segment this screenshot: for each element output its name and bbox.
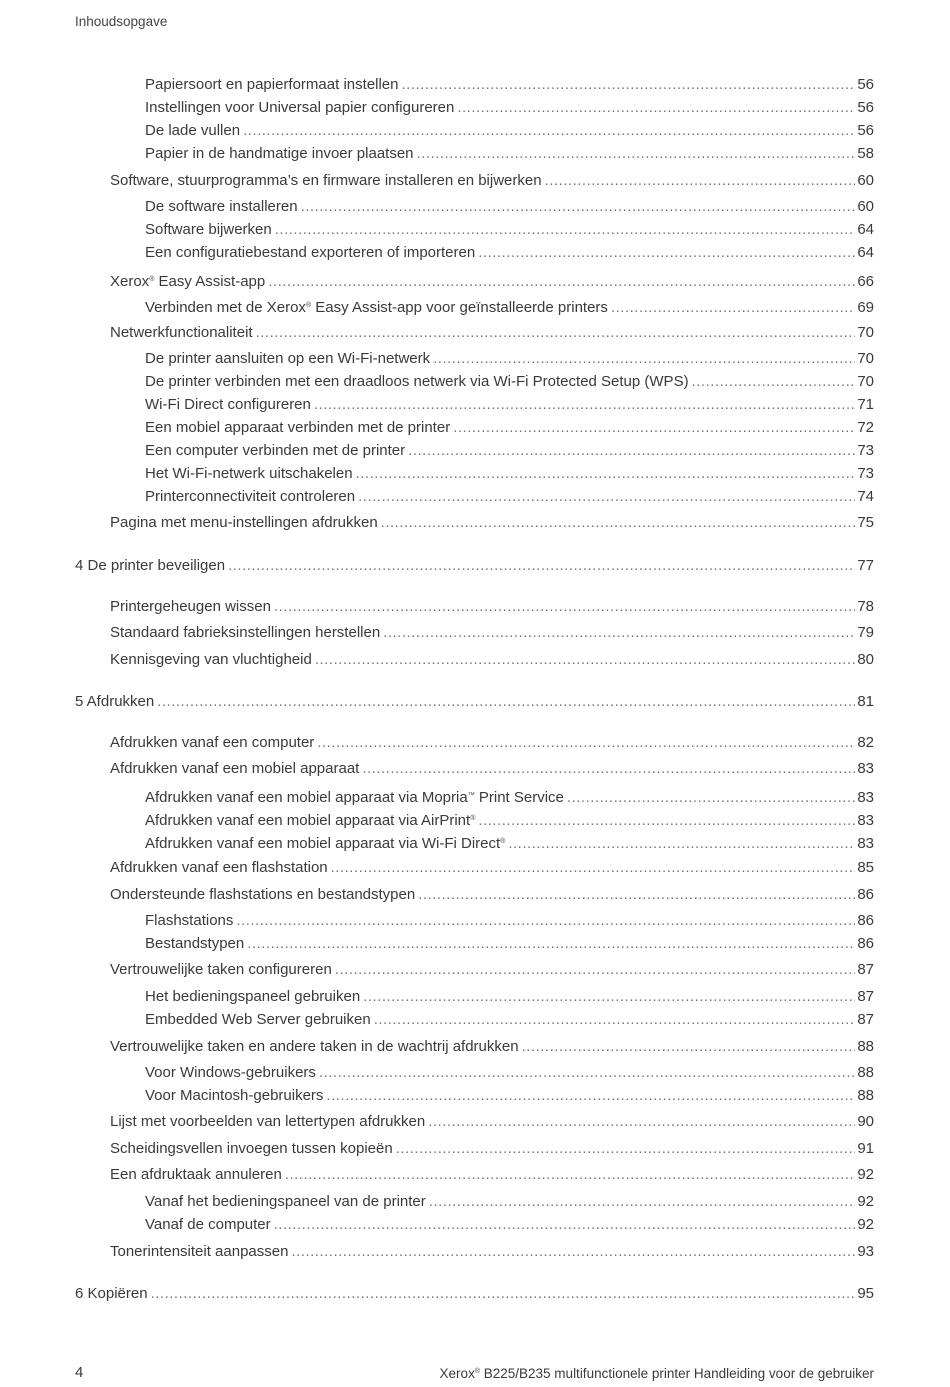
trademark-mark: ® xyxy=(470,815,476,822)
toc-dot-leader xyxy=(522,1038,856,1056)
toc-entry[interactable] xyxy=(145,396,874,414)
toc-entry-title xyxy=(145,442,408,460)
toc-entry[interactable] xyxy=(145,465,874,483)
toc-entry-page-number: 83 xyxy=(857,789,874,806)
toc-entry-title xyxy=(110,271,268,291)
trademark-mark: ® xyxy=(305,302,312,309)
toc-dot-leader xyxy=(157,693,855,711)
toc-entry[interactable] xyxy=(145,833,874,853)
toc-entry[interactable] xyxy=(145,198,874,216)
toc-entry-title xyxy=(110,1140,396,1158)
toc-entry-title-text: Vanaf het bedieningspaneel van de printer xyxy=(145,1193,426,1210)
toc-dot-leader xyxy=(317,734,855,752)
toc-dot-leader xyxy=(401,76,855,94)
toc-entry[interactable] xyxy=(110,1243,874,1261)
toc-entry-title-text: Voor Windows-gebruikers xyxy=(145,1064,316,1081)
toc-entry-title-text-continued: Easy Assist-app voor geïnstalleerde printers xyxy=(311,299,608,316)
toc-entry-title xyxy=(110,651,315,669)
toc-entry-title xyxy=(145,1193,429,1211)
toc-entry-title xyxy=(145,122,243,140)
toc-entry-title xyxy=(145,833,508,853)
toc-entry[interactable] xyxy=(110,1166,874,1184)
toc-dot-leader xyxy=(314,396,855,414)
toc-entry-title xyxy=(145,988,363,1006)
toc-entry-title xyxy=(145,198,301,216)
toc-dot-leader xyxy=(428,1113,855,1131)
toc-entry[interactable] xyxy=(110,172,874,190)
toc-entry-title-text: Pagina met menu-instellingen afdrukken xyxy=(110,514,378,531)
toc-entry-title-text: Vertrouwelijke taken en andere taken in de wachtrij afdrukken xyxy=(110,1038,519,1055)
toc-entry-page-number: 86 xyxy=(857,935,874,952)
toc-entry-title-text: Scheidingsvellen invoegen tussen kopieën xyxy=(110,1140,393,1157)
toc-entry-title-text-continued: Easy Assist-app xyxy=(154,273,266,290)
toc-entry-title-text: Afdrukken vanaf een mobiel apparaat via AirPrint xyxy=(145,812,471,829)
toc-entry-title-text: 5 Afdrukken xyxy=(75,693,155,710)
toc-entry[interactable] xyxy=(145,810,874,830)
toc-entry-title-text: Lijst met voorbeelden van lettertypen afdrukken xyxy=(110,1113,426,1130)
toc-entry-page-number: 71 xyxy=(857,396,874,413)
toc-entry[interactable] xyxy=(145,935,874,953)
toc-entry-title xyxy=(145,935,247,953)
running-header: Inhoudsopgave xyxy=(75,14,168,29)
toc-entry[interactable] xyxy=(110,598,874,616)
toc-dot-leader xyxy=(381,514,856,532)
toc-entry[interactable] xyxy=(110,734,874,752)
toc-entry-title xyxy=(110,172,545,190)
toc-dot-leader xyxy=(396,1140,856,1158)
toc-entry-page-number: 86 xyxy=(857,912,874,929)
toc-dot-leader xyxy=(478,812,855,830)
toc-entry-page-number: 72 xyxy=(857,419,874,436)
toc-dot-leader xyxy=(457,99,855,117)
toc-entry-page-number: 88 xyxy=(857,1087,874,1104)
toc-entry-page-number: 93 xyxy=(857,1243,874,1260)
toc-dot-leader xyxy=(274,598,855,616)
toc-entry-page-number: 70 xyxy=(857,350,874,367)
toc-entry-title-text: Embedded Web Server gebruiken xyxy=(145,1011,371,1028)
toc-entry-page-number: 87 xyxy=(857,1011,874,1028)
toc-entry-page-number: 70 xyxy=(857,324,874,341)
toc-dot-leader xyxy=(362,760,855,778)
toc-entry-page-number: 81 xyxy=(857,693,874,710)
toc-dot-leader xyxy=(417,145,856,163)
toc-entry-title xyxy=(110,1166,285,1184)
toc-entry[interactable] xyxy=(145,419,874,437)
toc-entry-page-number: 56 xyxy=(857,76,874,93)
footer-document-title xyxy=(440,1366,874,1381)
toc-entry-title xyxy=(110,886,418,904)
toc-dot-leader xyxy=(478,244,855,262)
toc-entry-title xyxy=(145,1011,374,1029)
toc-entry-title-text: Voor Macintosh-gebruikers xyxy=(145,1087,324,1104)
toc-entry[interactable] xyxy=(145,1064,874,1082)
toc-entry-title xyxy=(145,1087,326,1105)
toc-entry-page-number: 83 xyxy=(857,760,874,777)
toc-entry[interactable] xyxy=(145,297,874,317)
toc-entry-title xyxy=(145,221,275,239)
toc-entry[interactable] xyxy=(145,76,874,94)
toc-entry-page-number: 82 xyxy=(857,734,874,751)
toc-entry-title-text: Printerconnectiviteit controleren xyxy=(145,488,356,505)
toc-entry-title xyxy=(145,396,314,414)
toc-dot-leader xyxy=(429,1193,856,1211)
toc-entry[interactable] xyxy=(145,787,874,807)
toc-entry-title xyxy=(145,810,478,830)
toc-entry-page-number: 66 xyxy=(857,273,874,290)
toc-entry-title-text: Bestandstypen xyxy=(145,935,245,952)
toc-entry-page-number: 73 xyxy=(857,442,874,459)
toc-entry-page-number: 69 xyxy=(857,299,874,316)
toc-dot-leader xyxy=(326,1087,855,1105)
toc-entry-title xyxy=(145,912,236,930)
toc-entry-title xyxy=(110,1113,428,1131)
toc-entry-page-number: 92 xyxy=(857,1193,874,1210)
toc-dot-leader xyxy=(256,324,856,342)
toc-entry-title-text: Het bedieningspaneel gebruiken xyxy=(145,988,361,1005)
toc-entry-page-number: 88 xyxy=(857,1064,874,1081)
toc-entry-title-text: Printergeheugen wissen xyxy=(110,598,271,615)
toc-dot-leader xyxy=(275,221,856,239)
toc-entry[interactable] xyxy=(145,1087,874,1105)
toc-entry[interactable] xyxy=(110,324,874,342)
toc-entry-title-text: Tonerintensiteit aanpassen xyxy=(110,1243,289,1260)
toc-entry[interactable] xyxy=(145,122,874,140)
toc-entry-title-text: De software installeren xyxy=(145,198,298,215)
toc-entry[interactable] xyxy=(145,912,874,930)
toc-entry-title-text: De printer verbinden met een draadloos netwerk via Wi-Fi Protected Setup (WPS) xyxy=(145,373,689,390)
toc-entry-title xyxy=(145,350,433,368)
toc-entry-title xyxy=(145,488,358,506)
toc-entry-title-text: Verbinden met de Xerox xyxy=(145,299,306,316)
toc-entry[interactable] xyxy=(145,1193,874,1211)
toc-entry[interactable] xyxy=(110,859,874,877)
toc-entry-title xyxy=(145,297,611,317)
toc-entry-page-number: 58 xyxy=(857,145,874,162)
toc-entry-page-number: 73 xyxy=(857,465,874,482)
toc-entry-title-text: Kennisgeving van vluchtigheid xyxy=(110,651,312,668)
trademark-mark: ® xyxy=(149,276,155,283)
toc-entry-title xyxy=(110,961,335,979)
toc-entry-title xyxy=(145,76,401,94)
toc-entry[interactable] xyxy=(145,350,874,368)
toc-entry-title-text: Een computer verbinden met de printer xyxy=(145,442,406,459)
toc-entry[interactable] xyxy=(110,514,874,532)
toc-entry-title xyxy=(145,419,453,437)
toc-dot-leader xyxy=(285,1166,856,1184)
toc-entry-title xyxy=(110,760,362,778)
toc-entry[interactable] xyxy=(110,886,874,904)
toc-entry[interactable] xyxy=(145,1011,874,1029)
toc-entry-title xyxy=(75,557,228,575)
toc-dot-leader xyxy=(692,373,856,391)
toc-entry-page-number: 83 xyxy=(857,835,874,852)
toc-entry-title-text: 4 De printer beveiligen xyxy=(75,557,226,574)
toc-entry-title xyxy=(110,1038,522,1056)
toc-entry[interactable] xyxy=(110,760,874,778)
toc-entry-title-text: Software, stuurprogramma’s en firmware installeren en bijwerken xyxy=(110,172,542,189)
toc-entry-title-text: Afdrukken vanaf een flashstation xyxy=(110,859,328,876)
toc-entry-title xyxy=(110,734,317,752)
toc-dot-leader xyxy=(374,1011,856,1029)
toc-entry[interactable] xyxy=(145,1216,874,1234)
toc-entry-title xyxy=(145,787,567,807)
toc-dot-leader xyxy=(356,465,856,483)
toc-entry-page-number: 86 xyxy=(857,886,874,903)
toc-entry-title xyxy=(110,514,381,532)
toc-entry-page-number: 70 xyxy=(857,373,874,390)
toc-dot-leader xyxy=(335,961,856,979)
toc-entry-page-number: 90 xyxy=(857,1113,874,1130)
toc-entry-title-text: Vertrouwelijke taken configureren xyxy=(110,961,332,978)
toc-entry-page-number: 95 xyxy=(857,1285,874,1302)
toc-entry-page-number: 78 xyxy=(857,598,874,615)
toc-entry[interactable] xyxy=(110,1140,874,1158)
trademark-mark: ™ xyxy=(467,792,475,799)
toc-entry-title xyxy=(110,1243,291,1261)
toc-entry-title-text: Afdrukken vanaf een mobiel apparaat xyxy=(110,760,360,777)
toc-dot-leader xyxy=(433,350,855,368)
toc-entry-title-text: De printer aansluiten op een Wi-Fi-netwerk xyxy=(145,350,431,367)
toc-entry-title-text: Ondersteunde flashstations en bestandstypen xyxy=(110,886,416,903)
toc-entry-page-number: 87 xyxy=(857,988,874,1005)
toc-entry-title-text: Wi-Fi Direct configureren xyxy=(145,396,311,413)
toc-entry-page-number: 75 xyxy=(857,514,874,531)
toc-entry-title-text: Een mobiel apparaat verbinden met de printer xyxy=(145,419,451,436)
toc-dot-leader xyxy=(243,122,855,140)
toc-entry-title-text: Papiersoort en papierformaat instellen xyxy=(145,76,399,93)
footer-page-number: 4 xyxy=(75,1364,84,1381)
footer-brand-registered-mark: ® xyxy=(474,1368,480,1375)
toc-dot-leader xyxy=(301,198,856,216)
toc-entry-title-text: Een configuratiebestand exporteren of importeren xyxy=(145,244,476,261)
toc-entry-page-number: 91 xyxy=(857,1140,874,1157)
toc-entry[interactable] xyxy=(145,442,874,460)
footer-brand: Xerox xyxy=(439,1366,475,1381)
toc-entry-title-text: De lade vullen xyxy=(145,122,241,139)
toc-entry[interactable] xyxy=(110,961,874,979)
toc-dot-leader xyxy=(274,1216,856,1234)
toc-entry-page-number: 85 xyxy=(857,859,874,876)
toc-entry-page-number: 79 xyxy=(857,624,874,641)
toc-entry-page-number: 77 xyxy=(857,557,874,574)
toc-entry-page-number: 88 xyxy=(857,1038,874,1055)
toc-entry[interactable] xyxy=(75,557,874,575)
toc-dot-leader xyxy=(383,624,855,642)
toc-entry-title xyxy=(110,598,274,616)
toc-entry-title-text: Standaard fabrieksinstellingen herstellen xyxy=(110,624,381,641)
toc-entry-title-text: Vanaf de computer xyxy=(145,1216,271,1233)
toc-dot-leader xyxy=(363,988,855,1006)
footer-product-title: B225/B235 multifunctionele printer Handleiding voor de gebruiker xyxy=(480,1366,874,1381)
toc-entry-title xyxy=(145,145,417,163)
toc-dot-leader xyxy=(508,835,855,853)
toc-dot-leader xyxy=(331,859,856,877)
toc-dot-leader xyxy=(611,299,855,317)
toc-entry-title xyxy=(75,693,157,711)
toc-dot-leader xyxy=(408,442,855,460)
toc-entry-page-number: 74 xyxy=(857,488,874,505)
toc-entry[interactable] xyxy=(110,1113,874,1131)
toc-entry[interactable] xyxy=(75,1285,874,1303)
toc-entry-title-text: Papier in de handmatige invoer plaatsen xyxy=(145,145,414,162)
toc-dot-leader xyxy=(236,912,855,930)
toc-entry-title-text: Afdrukken vanaf een mobiel apparaat via Wi-Fi Direct xyxy=(145,835,501,852)
toc-entry-title-text: Afdrukken vanaf een mobiel apparaat via Mopria xyxy=(145,789,468,806)
toc-dot-leader xyxy=(358,488,855,506)
toc-entry-title-text: 6 Kopiëren xyxy=(75,1285,148,1302)
toc-dot-leader xyxy=(268,273,855,291)
toc-entry-title-text: Instellingen voor Universal papier configureren xyxy=(145,99,455,116)
toc-dot-leader xyxy=(247,935,855,953)
toc-entry-title xyxy=(145,373,692,391)
toc-dot-leader xyxy=(319,1064,855,1082)
toc-dot-leader xyxy=(545,172,856,190)
toc-entry-title-text: Netwerkfunctionaliteit xyxy=(110,324,253,341)
toc-entry-title-text: Software bijwerken xyxy=(145,221,272,238)
toc-entry[interactable] xyxy=(110,624,874,642)
toc-entry[interactable] xyxy=(145,221,874,239)
toc-dot-leader xyxy=(291,1243,855,1261)
toc-entry-page-number: 87 xyxy=(857,961,874,978)
toc-entry-title xyxy=(145,1216,274,1234)
toc-entry-page-number: 56 xyxy=(857,99,874,116)
toc-entry[interactable] xyxy=(145,145,874,163)
toc-entry-page-number: 92 xyxy=(857,1166,874,1183)
toc-entry[interactable] xyxy=(145,99,874,117)
toc-entry-title xyxy=(110,859,331,877)
toc-dot-leader xyxy=(453,419,855,437)
trademark-mark: ® xyxy=(500,838,506,845)
toc-entry-page-number: 60 xyxy=(857,198,874,215)
toc-entry-page-number: 92 xyxy=(857,1216,874,1233)
toc-entry-title xyxy=(110,324,256,342)
toc-dot-leader xyxy=(418,886,855,904)
toc-entry[interactable] xyxy=(110,271,874,291)
toc-entry-page-number: 83 xyxy=(857,812,874,829)
toc-entry-title xyxy=(110,624,383,642)
toc-entry[interactable] xyxy=(145,988,874,1006)
toc-entry-title-text: Het Wi-Fi-netwerk uitschakelen xyxy=(145,465,353,482)
toc-entry-title xyxy=(145,465,356,483)
toc-dot-leader xyxy=(567,789,855,807)
toc-entry[interactable] xyxy=(145,373,874,391)
toc-entry-page-number: 56 xyxy=(857,122,874,139)
toc-entry-title xyxy=(145,244,478,262)
toc-entry[interactable] xyxy=(145,244,874,262)
toc-entry-title xyxy=(145,99,457,117)
toc-entry[interactable] xyxy=(145,488,874,506)
toc-entry-title xyxy=(75,1285,151,1303)
toc-entry-title-text: Een afdruktaak annuleren xyxy=(110,1166,282,1183)
toc-entry-title-text-continued: Print Service xyxy=(474,789,564,806)
toc-dot-leader xyxy=(228,557,855,575)
toc-entry[interactable] xyxy=(110,651,874,669)
toc-dot-leader xyxy=(315,651,856,669)
toc-entry-title-text: Afdrukken vanaf een computer xyxy=(110,734,315,751)
toc-entry[interactable] xyxy=(75,693,874,711)
toc-entry-page-number: 64 xyxy=(857,221,874,238)
toc-entry[interactable] xyxy=(110,1038,874,1056)
toc-entry-title xyxy=(145,1064,319,1082)
toc-entry-page-number: 64 xyxy=(857,244,874,261)
toc-entry-title-text: Xerox xyxy=(110,273,150,290)
toc-dot-leader xyxy=(151,1285,856,1303)
toc-entry-page-number: 60 xyxy=(857,172,874,189)
toc-entry-page-number: 80 xyxy=(857,651,874,668)
toc-entry-title-text: Flashstations xyxy=(145,912,234,929)
